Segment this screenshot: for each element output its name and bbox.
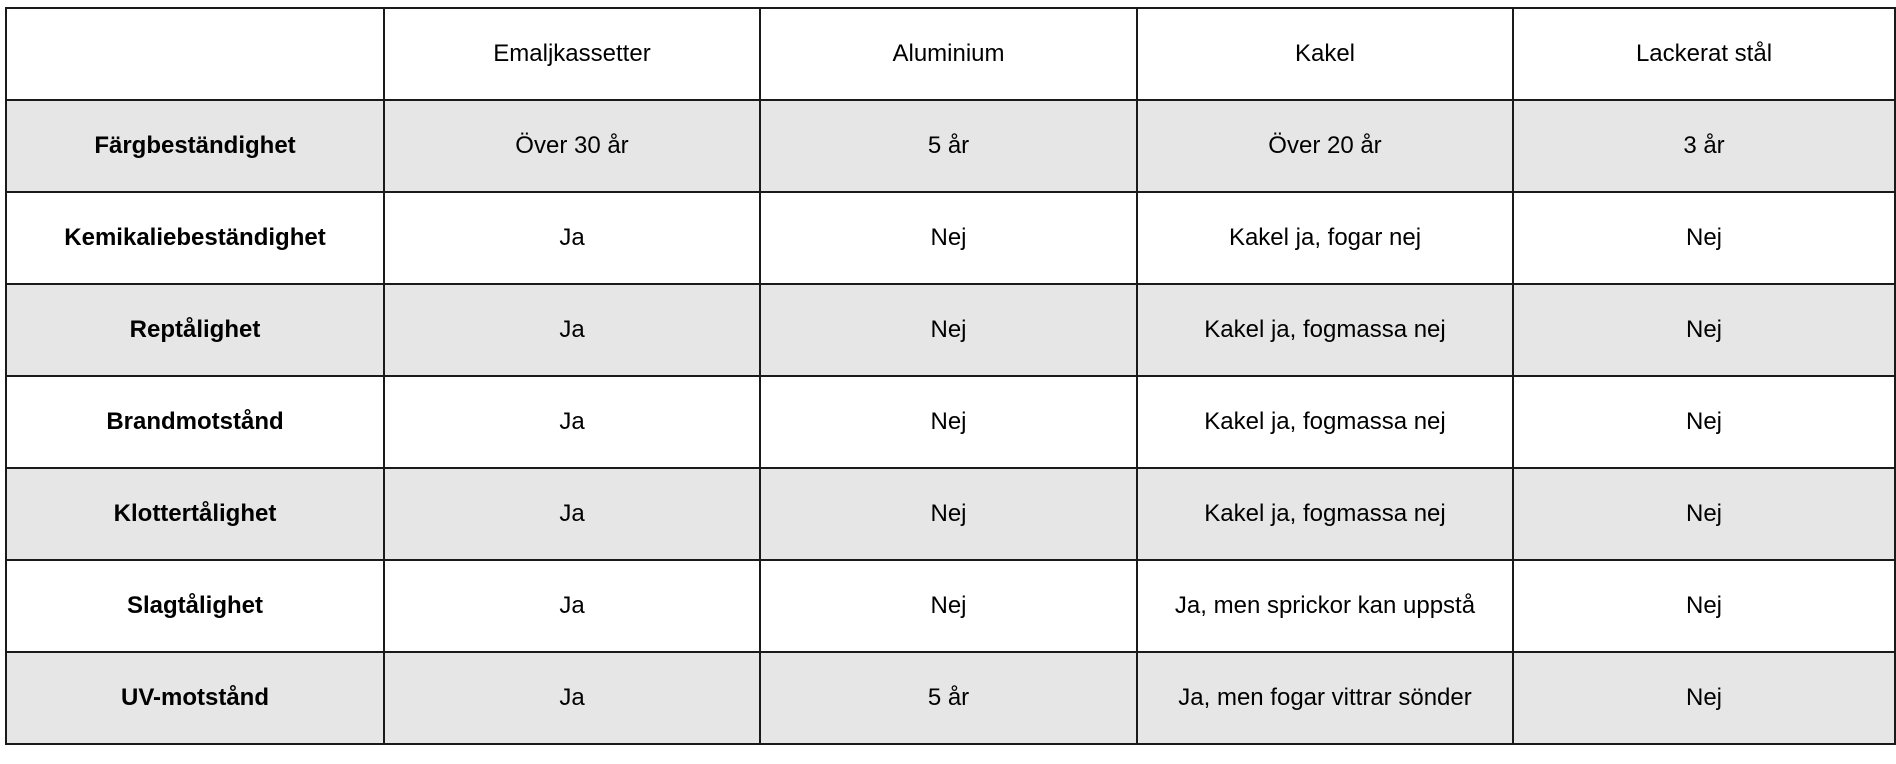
table-cell: Nej: [760, 468, 1137, 560]
column-header-lackerat-stal: Lackerat stål: [1513, 8, 1895, 100]
table-cell: Kakel ja, fogmassa nej: [1137, 468, 1513, 560]
row-header: Klottertålighet: [6, 468, 384, 560]
table-row: [6, 192, 1895, 284]
row-header: Kemikaliebeständighet: [6, 192, 384, 284]
table-cell: 5 år: [760, 652, 1137, 744]
table-cell: Nej: [760, 284, 1137, 376]
table-cell: Ja, men fogar vittrar sönder: [1137, 652, 1513, 744]
table-row: [6, 468, 1895, 560]
table-cell: Nej: [1513, 468, 1895, 560]
table-cell: Ja: [384, 376, 760, 468]
table-cell: Nej: [760, 376, 1137, 468]
table-cell: Kakel ja, fogar nej: [1137, 192, 1513, 284]
row-header: UV-motstånd: [6, 652, 384, 744]
table-cell: 3 år: [1513, 100, 1895, 192]
row-header: Slagtålighet: [6, 560, 384, 652]
column-header-emaljkassetter: Emaljkassetter: [384, 8, 760, 100]
row-header: Färgbeständighet: [6, 100, 384, 192]
table-cell: Ja: [384, 284, 760, 376]
row-header: Brandmotstånd: [6, 376, 384, 468]
table-cell: Ja: [384, 652, 760, 744]
table-cell: Nej: [1513, 284, 1895, 376]
table-cell: Över 20 år: [1137, 100, 1513, 192]
table-row: [6, 100, 1895, 192]
corner-cell: [6, 8, 384, 100]
table-row: [6, 652, 1895, 744]
comparison-table-wrapper: [5, 7, 1894, 745]
table-row: [6, 376, 1895, 468]
table-cell: Nej: [1513, 376, 1895, 468]
table-cell: Ja: [384, 560, 760, 652]
column-header-aluminium: Aluminium: [760, 8, 1137, 100]
table-cell: Nej: [1513, 560, 1895, 652]
table-cell: Ja: [384, 192, 760, 284]
table-row: [6, 284, 1895, 376]
table-cell: Kakel ja, fogmassa nej: [1137, 284, 1513, 376]
table-row: [6, 560, 1895, 652]
table-cell: Nej: [760, 192, 1137, 284]
material-comparison-table: [5, 7, 1896, 745]
table-cell: Ja, men sprickor kan uppstå: [1137, 560, 1513, 652]
table-cell: Nej: [1513, 652, 1895, 744]
table-cell: 5 år: [760, 100, 1137, 192]
row-header: Reptålighet: [6, 284, 384, 376]
table-cell: Ja: [384, 468, 760, 560]
table-cell: Nej: [1513, 192, 1895, 284]
table-cell: Nej: [760, 560, 1137, 652]
table-cell: Över 30 år: [384, 100, 760, 192]
header-row: [6, 8, 1895, 100]
column-header-kakel: Kakel: [1137, 8, 1513, 100]
table-cell: Kakel ja, fogmassa nej: [1137, 376, 1513, 468]
